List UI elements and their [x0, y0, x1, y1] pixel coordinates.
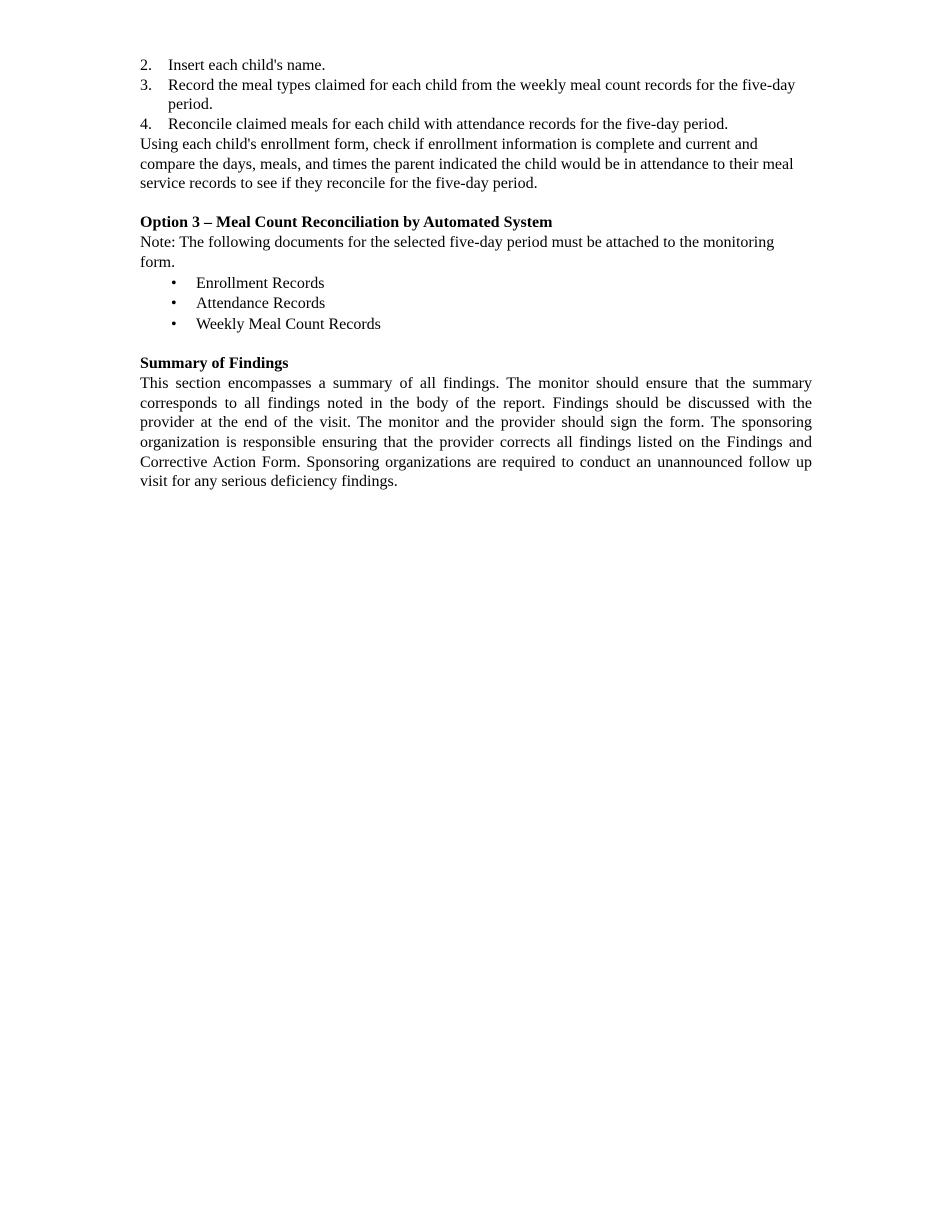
bullet-text: Weekly Meal Count Records	[196, 315, 381, 333]
bullet-text: Attendance Records	[196, 295, 326, 313]
list-item-number: 2.	[140, 57, 152, 74]
list-item-number: 4.	[140, 116, 152, 134]
bullet-item	[140, 294, 812, 314]
list-item-text: Record the meal types claimed for each child from the weekly meal count records for the five-day period.	[168, 76, 796, 114]
summary-paragraph: This section encompasses a summary of all findings. The monitor should ensure that the summary corresponds to all findings noted in the body of the report. Findings should be discussed with the provider at the end of the visit. The monitor and the provider should sign the form. The sponsoring organization is responsible ensuring that the provider corrects all findings listed on the Findings and Corrective Action Form. Sponsoring organizations are required to conduct an unannounced follow up visit for any serious deficiency findings.	[140, 374, 812, 491]
list-item-text: Insert each child's name.	[168, 57, 326, 74]
list-item	[140, 115, 812, 135]
bullet-item	[140, 315, 812, 335]
list-item	[140, 76, 812, 115]
bullet-text: Enrollment Records	[196, 274, 325, 292]
bullet-icon: •	[171, 274, 177, 292]
list-item-text: Reconcile claimed meals for each child with attendance records for the five-day period.	[168, 116, 729, 134]
option3-heading: Option 3 – Meal Count Reconciliation by Automated System	[140, 214, 553, 232]
bullet-icon: •	[171, 315, 177, 333]
list-item-number: 3.	[140, 76, 152, 94]
bullet-icon: •	[171, 295, 177, 313]
summary-heading: Summary of Findings	[140, 355, 289, 373]
enrollment-paragraph: Using each child's enrollment form, check if enrollment information is complete and current and compare the days, meals, and times the parent indicated the child would be in attendance to their meal service records to see if they reconcile for the five-day period.	[140, 135, 794, 193]
bullet-item	[140, 274, 812, 294]
document-page	[140, 56, 812, 492]
option3-note: Note: The following documents for the selected five-day period must be attached to the monitoring form.	[140, 234, 775, 271]
list-item	[140, 56, 812, 76]
